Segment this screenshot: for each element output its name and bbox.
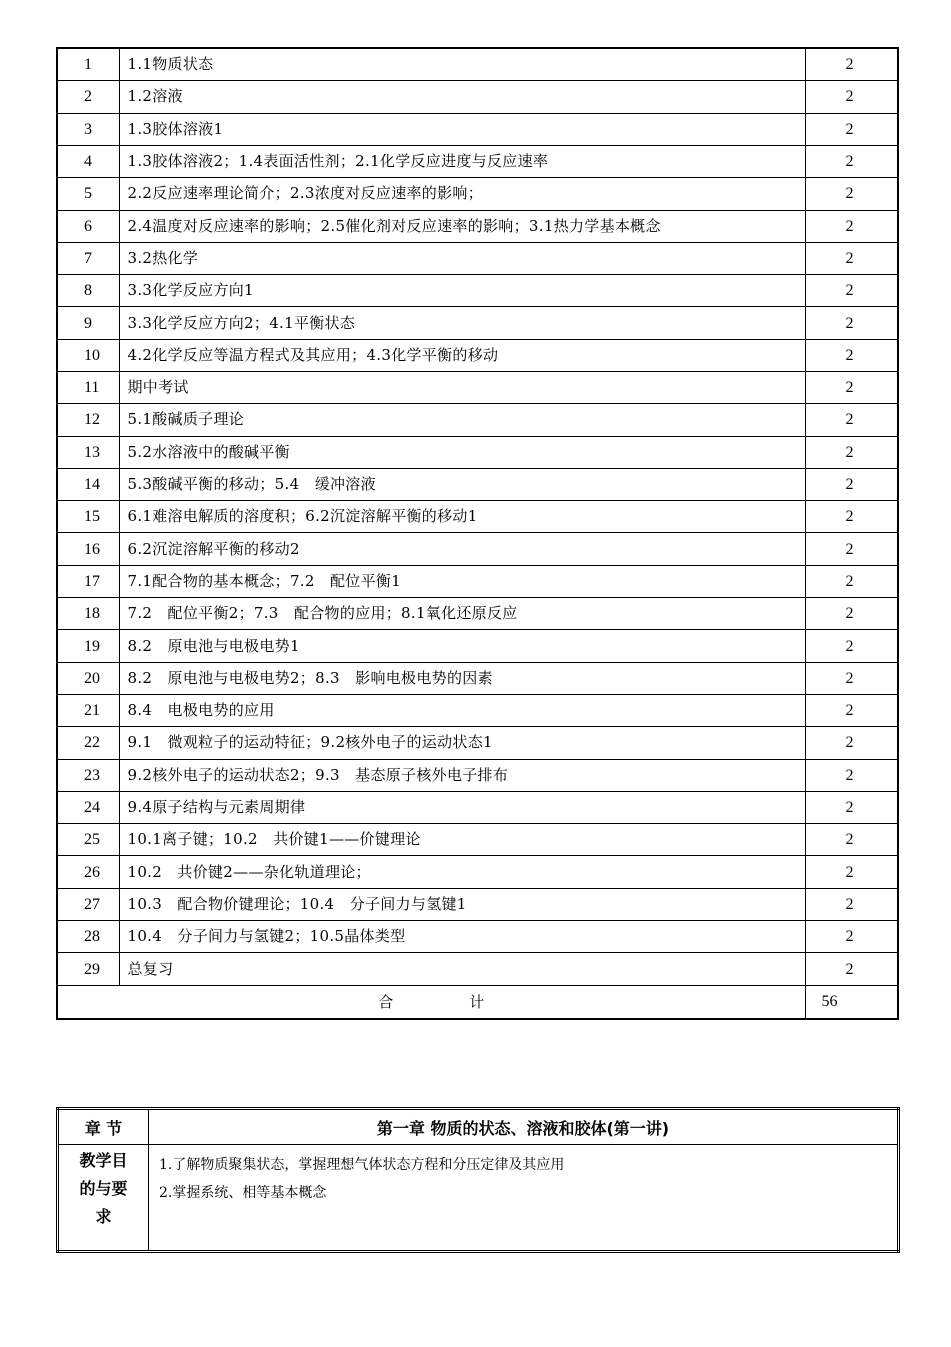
lesson-hours: 2 (805, 178, 898, 210)
objectives-label-line: 求 (95, 1207, 112, 1226)
schedule-row (57, 953, 898, 986)
objective-item: 2.掌握系统、相等基本概念 (159, 1185, 327, 1201)
lesson-content: 3.2热化学 (119, 242, 805, 274)
lesson-hours: 2 (805, 662, 898, 694)
schedule-row (57, 468, 898, 500)
lesson-content: 1.3胶体溶液1 (119, 113, 805, 145)
lesson-content: 10.2 共价键2——杂化轨道理论； (119, 856, 805, 888)
week-number: 17 (57, 565, 119, 597)
week-number: 28 (57, 921, 119, 953)
week-number: 8 (57, 275, 119, 307)
lesson-content: 5.3酸碱平衡的移动；5.4 缓冲溶液 (119, 468, 805, 500)
schedule-row (57, 178, 898, 210)
week-number: 6 (57, 210, 119, 242)
lesson-content: 6.2沉淀溶解平衡的移动2 (119, 533, 805, 565)
objectives-row (58, 1145, 899, 1252)
week-number: 23 (57, 759, 119, 791)
schedule-row (57, 48, 898, 81)
week-number: 29 (57, 953, 119, 986)
week-number: 9 (57, 307, 119, 339)
week-number: 27 (57, 888, 119, 920)
lesson-content: 4.2化学反应等温方程式及其应用；4.3化学平衡的移动 (119, 339, 805, 371)
schedule-row (57, 565, 898, 597)
lesson-content: 10.4 分子间力与氢键2；10.5晶体类型 (119, 921, 805, 953)
lesson-content: 8.4 电极电势的应用 (119, 694, 805, 726)
lesson-hours: 2 (805, 824, 898, 856)
lesson-hours: 2 (805, 275, 898, 307)
lesson-hours: 2 (805, 48, 898, 81)
lesson-content: 9.4原子结构与元素周期律 (119, 791, 805, 823)
schedule-row (57, 404, 898, 436)
schedule-body (57, 48, 898, 986)
lesson-content: 2.2反应速率理论简介；2.3浓度对反应速率的影响； (119, 178, 805, 210)
schedule-row (57, 275, 898, 307)
schedule-row (57, 888, 898, 920)
total-label (57, 986, 805, 1020)
lesson-hours: 2 (805, 953, 898, 986)
lesson-hours: 2 (805, 404, 898, 436)
chapter-label: 章 节 (58, 1109, 149, 1145)
lesson-hours: 2 (805, 113, 898, 145)
week-number: 11 (57, 371, 119, 403)
schedule-row (57, 694, 898, 726)
lesson-content: 3.3化学反应方向2；4.1平衡状态 (119, 307, 805, 339)
schedule-row (57, 824, 898, 856)
week-number: 22 (57, 727, 119, 759)
lesson-content: 9.2核外电子的运动状态2；9.3 基态原子核外电子排布 (119, 759, 805, 791)
chapter-table (56, 1107, 900, 1253)
week-number: 21 (57, 694, 119, 726)
lesson-hours: 2 (805, 533, 898, 565)
lesson-hours: 2 (805, 727, 898, 759)
lesson-hours: 2 (805, 791, 898, 823)
chapter-header-row (58, 1109, 899, 1145)
total-label-he: 合 (378, 993, 394, 1011)
schedule-row (57, 242, 898, 274)
schedule-row (57, 727, 898, 759)
schedule-row (57, 533, 898, 565)
lesson-hours: 2 (805, 598, 898, 630)
week-number: 26 (57, 856, 119, 888)
lesson-hours: 2 (805, 436, 898, 468)
lesson-hours: 2 (805, 371, 898, 403)
lesson-content: 7.2 配位平衡2；7.3 配合物的应用；8.1氧化还原反应 (119, 598, 805, 630)
schedule-row (57, 630, 898, 662)
lesson-hours: 2 (805, 339, 898, 371)
lesson-content: 2.4温度对反应速率的影响；2.5催化剂对反应速率的影响；3.1热力学基本概念 (119, 210, 805, 242)
lesson-content: 5.2水溶液中的酸碱平衡 (119, 436, 805, 468)
lesson-content: 10.1离子键；10.2 共价键1——价键理论 (119, 824, 805, 856)
total-label-ji: 计 (469, 993, 485, 1011)
week-number: 24 (57, 791, 119, 823)
lesson-content: 9.1 微观粒子的运动特征；9.2核外电子的运动状态1 (119, 727, 805, 759)
schedule-table (56, 47, 899, 1020)
schedule-row (57, 339, 898, 371)
week-number: 10 (57, 339, 119, 371)
schedule-row (57, 145, 898, 177)
lesson-hours: 2 (805, 81, 898, 113)
lesson-hours: 2 (805, 210, 898, 242)
schedule-row (57, 662, 898, 694)
schedule-row (57, 501, 898, 533)
schedule-row (57, 436, 898, 468)
schedule-row (57, 856, 898, 888)
schedule-row (57, 210, 898, 242)
week-number: 19 (57, 630, 119, 662)
lesson-hours: 2 (805, 307, 898, 339)
schedule-row (57, 921, 898, 953)
lesson-hours: 2 (805, 921, 898, 953)
week-number: 15 (57, 501, 119, 533)
schedule-row (57, 113, 898, 145)
lesson-content: 7.1配合物的基本概念；7.2 配位平衡1 (119, 565, 805, 597)
objectives-label-line: 的与要 (79, 1179, 128, 1198)
week-number: 18 (57, 598, 119, 630)
total-hours: 56 (805, 986, 898, 1020)
lesson-hours: 2 (805, 145, 898, 177)
lesson-content: 6.1难溶电解质的溶度积；6.2沉淀溶解平衡的移动1 (119, 501, 805, 533)
week-number: 13 (57, 436, 119, 468)
lesson-content: 8.2 原电池与电极电势2；8.3 影响电极电势的因素 (119, 662, 805, 694)
week-number: 7 (57, 242, 119, 274)
week-number: 1 (57, 48, 119, 81)
lesson-content: 5.1酸碱质子理论 (119, 404, 805, 436)
lesson-content: 10.3 配合物价键理论；10.4 分子间力与氢键1 (119, 888, 805, 920)
week-number: 25 (57, 824, 119, 856)
total-row (57, 986, 898, 1020)
lesson-content: 1.3胶体溶液2；1.4表面活性剂；2.1化学反应进度与反应速率 (119, 145, 805, 177)
schedule-row (57, 307, 898, 339)
lesson-hours: 2 (805, 501, 898, 533)
week-number: 14 (57, 468, 119, 500)
lesson-hours: 2 (805, 630, 898, 662)
schedule-row (57, 791, 898, 823)
week-number: 16 (57, 533, 119, 565)
schedule-row (57, 371, 898, 403)
week-number: 2 (57, 81, 119, 113)
schedule-row (57, 81, 898, 113)
lesson-content: 1.2溶液 (119, 81, 805, 113)
schedule-row (57, 759, 898, 791)
objectives-label-line: 教学目 (79, 1151, 128, 1170)
lesson-hours: 2 (805, 565, 898, 597)
week-number: 5 (57, 178, 119, 210)
lesson-hours: 2 (805, 468, 898, 500)
schedule-row (57, 598, 898, 630)
chapter-title: 第一章 物质的状态、溶液和胶体(第一讲) (149, 1109, 899, 1145)
lesson-hours: 2 (805, 242, 898, 274)
week-number: 20 (57, 662, 119, 694)
week-number: 12 (57, 404, 119, 436)
objectives-label (58, 1145, 149, 1252)
lesson-content: 期中考试 (119, 371, 805, 403)
lesson-hours: 2 (805, 856, 898, 888)
objectives-list (149, 1145, 899, 1252)
objective-item: 1.了解物质聚集状态，掌握理想气体状态方程和分压定律及其应用 (159, 1157, 565, 1173)
lesson-hours: 2 (805, 759, 898, 791)
lesson-content: 8.2 原电池与电极电势1 (119, 630, 805, 662)
lesson-content: 1.1物质状态 (119, 48, 805, 81)
lesson-hours: 2 (805, 694, 898, 726)
lesson-content: 3.3化学反应方向1 (119, 275, 805, 307)
week-number: 4 (57, 145, 119, 177)
lesson-hours: 2 (805, 888, 898, 920)
week-number: 3 (57, 113, 119, 145)
lesson-content: 总复习 (119, 953, 805, 986)
